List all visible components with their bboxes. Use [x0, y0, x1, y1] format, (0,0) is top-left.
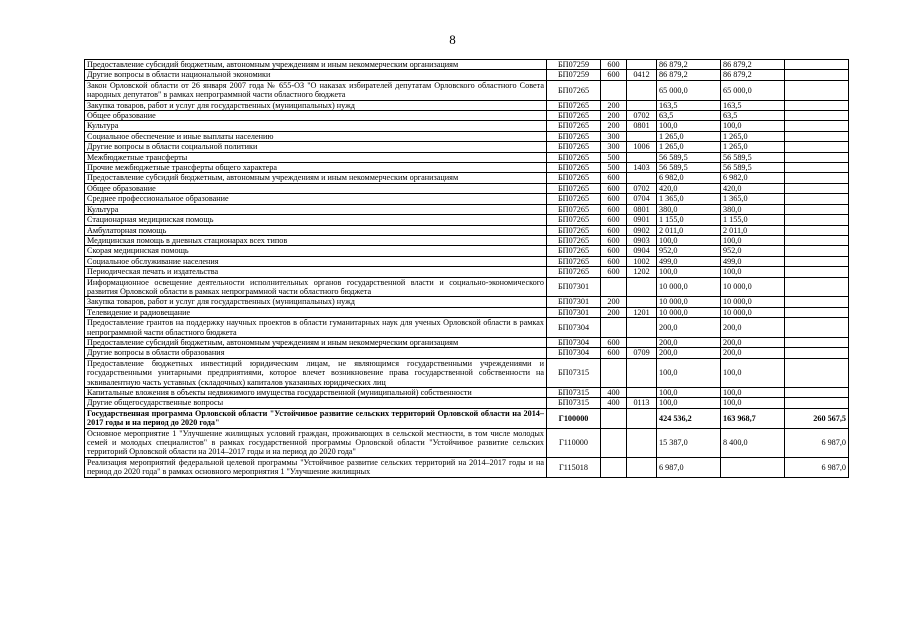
row-expense-type-cell: 500 — [601, 163, 627, 173]
row-name-cell: Реализация мероприятий федеральной целевой программы "Устойчивое развитие сельских территорий на 2014–2017 годы и на период до 2020 года" в рамках основного мероприятия 1 "Улучшение жилищных — [85, 457, 547, 477]
row-regional-cell: 10 000,0 — [721, 307, 785, 317]
row-name-cell: Другие вопросы в области национальной экономики — [85, 70, 547, 80]
row-total-cell: 200,0 — [657, 318, 721, 338]
row-section-cell: 0902 — [627, 225, 657, 235]
row-regional-cell: 1 155,0 — [721, 215, 785, 225]
row-expense-type-cell — [601, 358, 627, 387]
row-name-cell: Основное мероприятие 1 "Улучшение жилищных условий граждан, проживающих в сельской местности, в том числе молодых семей и молодых специалистов" в рамках государственной программы Орловской области "Устойчивое развитие сельских территорий Орловской области на 2014–2017 годы и на период до 2020 года" — [85, 428, 547, 457]
row-code-cell: БП07265 — [547, 246, 601, 256]
row-section-cell: 1002 — [627, 256, 657, 266]
row-total-cell: 200,0 — [657, 337, 721, 347]
row-code-cell: БП07304 — [547, 348, 601, 358]
row-section-cell — [627, 388, 657, 398]
row-code-cell: БП07315 — [547, 388, 601, 398]
row-code-cell: БП07265 — [547, 225, 601, 235]
row-expense-type-cell: 200 — [601, 121, 627, 131]
row-expense-type-cell: 600 — [601, 60, 627, 70]
row-code-cell: БП07259 — [547, 60, 601, 70]
row-total-cell: 163,5 — [657, 100, 721, 110]
row-regional-cell: 65 000,0 — [721, 80, 785, 100]
row-section-cell: 1403 — [627, 163, 657, 173]
row-federal-cell: 6 987,0 — [785, 457, 849, 477]
row-section-cell — [627, 131, 657, 141]
row-name-cell: Стационарная медицинская помощь — [85, 215, 547, 225]
row-name-cell: Другие вопросы в области социальной политики — [85, 142, 547, 152]
row-section-cell — [627, 152, 657, 162]
row-name-cell: Среднее профессиональное образование — [85, 194, 547, 204]
row-regional-cell: 163,5 — [721, 100, 785, 110]
row-total-cell: 86 879,2 — [657, 60, 721, 70]
row-name-cell: Предоставление субсидий бюджетным, автономным учреждениям и иным некоммерческим организациям — [85, 60, 547, 70]
row-total-cell: 200,0 — [657, 348, 721, 358]
table-row — [85, 100, 849, 110]
row-regional-cell: 200,0 — [721, 348, 785, 358]
row-expense-type-cell: 600 — [601, 235, 627, 245]
row-name-cell: Прочие межбюджетные трансферты общего характера — [85, 163, 547, 173]
row-name-cell: Общее образование — [85, 111, 547, 121]
row-federal-cell — [785, 204, 849, 214]
row-federal-cell — [785, 297, 849, 307]
row-section-cell — [627, 100, 657, 110]
row-code-cell: БП07304 — [547, 337, 601, 347]
row-code-cell: Г110000 — [547, 428, 601, 457]
row-federal-cell — [785, 225, 849, 235]
row-name-cell: Закон Орловской области от 26 января 2007 года № 655-ОЗ "О наказах избирателей депутатам Орловского областного Совета народных депутатов" в рамках непрограммной части областного бюджета — [85, 80, 547, 100]
row-code-cell: БП07265 — [547, 80, 601, 100]
row-federal-cell — [785, 337, 849, 347]
row-total-cell: 100,0 — [657, 121, 721, 131]
table-row — [85, 246, 849, 256]
row-federal-cell — [785, 70, 849, 80]
row-regional-cell: 163 968,7 — [721, 408, 785, 428]
table-row — [85, 398, 849, 408]
table-row — [85, 337, 849, 347]
row-section-cell: 0702 — [627, 111, 657, 121]
table-row — [85, 204, 849, 214]
table-row — [85, 358, 849, 387]
row-section-cell: 0702 — [627, 183, 657, 193]
row-federal-cell — [785, 307, 849, 317]
row-regional-cell: 1 365,0 — [721, 194, 785, 204]
row-federal-cell — [785, 80, 849, 100]
row-expense-type-cell: 600 — [601, 246, 627, 256]
row-section-cell — [627, 173, 657, 183]
table-row — [85, 297, 849, 307]
row-federal-cell — [785, 235, 849, 245]
row-total-cell: 6 987,0 — [657, 457, 721, 477]
table-row — [85, 70, 849, 80]
row-name-cell: Культура — [85, 204, 547, 214]
row-total-cell: 100,0 — [657, 388, 721, 398]
row-section-cell: 1006 — [627, 142, 657, 152]
table-row — [85, 60, 849, 70]
row-expense-type-cell: 600 — [601, 337, 627, 347]
row-regional-cell: 1 265,0 — [721, 142, 785, 152]
row-name-cell: Амбулаторная помощь — [85, 225, 547, 235]
row-federal-cell: 6 987,0 — [785, 428, 849, 457]
row-regional-cell: 10 000,0 — [721, 277, 785, 297]
row-section-cell — [627, 457, 657, 477]
row-expense-type-cell: 400 — [601, 398, 627, 408]
row-code-cell: БП07265 — [547, 183, 601, 193]
table-row — [85, 111, 849, 121]
row-federal-cell — [785, 163, 849, 173]
page-number: 8 — [449, 32, 456, 47]
row-section-cell — [627, 60, 657, 70]
row-regional-cell: 8 400,0 — [721, 428, 785, 457]
table-row — [85, 408, 849, 428]
row-federal-cell — [785, 100, 849, 110]
row-section-cell: 0412 — [627, 70, 657, 80]
row-section-cell: 0704 — [627, 194, 657, 204]
row-name-cell: Закупка товаров, работ и услуг для государственных (муниципальных) нужд — [85, 297, 547, 307]
row-name-cell: Капитальные вложения в объекты недвижимого имущества государственной (муниципальной) собственности — [85, 388, 547, 398]
row-total-cell: 15 387,0 — [657, 428, 721, 457]
row-code-cell: БП07265 — [547, 111, 601, 121]
row-expense-type-cell — [601, 80, 627, 100]
row-total-cell: 63,5 — [657, 111, 721, 121]
table-row — [85, 80, 849, 100]
row-section-cell — [627, 80, 657, 100]
row-regional-cell: 380,0 — [721, 204, 785, 214]
row-regional-cell — [721, 457, 785, 477]
table-row — [85, 152, 849, 162]
row-name-cell: Телевидение и радиовещание — [85, 307, 547, 317]
row-section-cell — [627, 337, 657, 347]
row-code-cell: БП07265 — [547, 256, 601, 266]
table-row — [85, 348, 849, 358]
row-name-cell: Предоставление субсидий бюджетным, автономным учреждениям и иным некоммерческим организациям — [85, 337, 547, 347]
row-expense-type-cell: 600 — [601, 183, 627, 193]
table-row — [85, 163, 849, 173]
table-row — [85, 256, 849, 266]
row-federal-cell — [785, 277, 849, 297]
table-row — [85, 235, 849, 245]
row-expense-type-cell: 600 — [601, 348, 627, 358]
row-code-cell: БП07265 — [547, 152, 601, 162]
row-expense-type-cell: 200 — [601, 297, 627, 307]
row-regional-cell: 499,0 — [721, 256, 785, 266]
row-name-cell: Периодическая печать и издательства — [85, 267, 547, 277]
row-regional-cell: 86 879,2 — [721, 70, 785, 80]
row-federal-cell — [785, 215, 849, 225]
table-row — [85, 215, 849, 225]
row-regional-cell: 1 265,0 — [721, 131, 785, 141]
row-federal-cell: 260 567,5 — [785, 408, 849, 428]
row-federal-cell — [785, 60, 849, 70]
row-section-cell: 0903 — [627, 235, 657, 245]
row-expense-type-cell — [601, 318, 627, 338]
row-expense-type-cell: 600 — [601, 225, 627, 235]
row-section-cell: 0801 — [627, 121, 657, 131]
row-total-cell: 1 265,0 — [657, 142, 721, 152]
row-section-cell — [627, 318, 657, 338]
row-federal-cell — [785, 111, 849, 121]
row-name-cell: Предоставление бюджетных инвестиций юридическим лицам, не являющимся государственными учреждениями и государственными унитарными предприятиями, которое влечет возникновение права государственной собственности на эквивалентную часть уставных (складочных) капиталов указанных юридических лиц — [85, 358, 547, 387]
table-row — [85, 121, 849, 131]
row-code-cell: БП07265 — [547, 267, 601, 277]
row-total-cell: 1 365,0 — [657, 194, 721, 204]
row-name-cell: Культура — [85, 121, 547, 131]
row-name-cell: Информационное освещение деятельности исполнительных органов государственной власти и социально-экономического развития Орловской области в рамках непрограммной части областного бюджета — [85, 277, 547, 297]
row-total-cell: 10 000,0 — [657, 277, 721, 297]
row-code-cell: БП07265 — [547, 131, 601, 141]
row-code-cell: БП07265 — [547, 215, 601, 225]
row-total-cell: 424 536,2 — [657, 408, 721, 428]
row-total-cell: 2 011,0 — [657, 225, 721, 235]
row-section-cell: 0801 — [627, 204, 657, 214]
row-regional-cell: 100,0 — [721, 388, 785, 398]
row-total-cell: 952,0 — [657, 246, 721, 256]
row-code-cell: БП07304 — [547, 318, 601, 338]
row-federal-cell — [785, 183, 849, 193]
row-code-cell: БП07265 — [547, 142, 601, 152]
table-row — [85, 457, 849, 477]
row-expense-type-cell: 600 — [601, 215, 627, 225]
row-section-cell — [627, 297, 657, 307]
row-expense-type-cell — [601, 428, 627, 457]
row-expense-type-cell — [601, 457, 627, 477]
row-section-cell — [627, 408, 657, 428]
row-code-cell: БП07265 — [547, 194, 601, 204]
row-code-cell: БП07259 — [547, 70, 601, 80]
row-regional-cell: 952,0 — [721, 246, 785, 256]
row-name-cell: Медицинская помощь в дневных стационарах всех типов — [85, 235, 547, 245]
row-expense-type-cell: 600 — [601, 256, 627, 266]
row-federal-cell — [785, 348, 849, 358]
row-code-cell: БП07265 — [547, 163, 601, 173]
row-name-cell: Социальное обеспечение и иные выплаты населению — [85, 131, 547, 141]
table-row — [85, 173, 849, 183]
row-federal-cell — [785, 142, 849, 152]
row-expense-type-cell: 300 — [601, 142, 627, 152]
row-regional-cell: 200,0 — [721, 337, 785, 347]
row-total-cell: 65 000,0 — [657, 80, 721, 100]
row-section-cell: 0904 — [627, 246, 657, 256]
row-code-cell: БП07265 — [547, 173, 601, 183]
row-federal-cell — [785, 256, 849, 266]
row-total-cell: 10 000,0 — [657, 297, 721, 307]
row-regional-cell: 56 589,5 — [721, 152, 785, 162]
row-expense-type-cell — [601, 277, 627, 297]
row-code-cell: БП07265 — [547, 235, 601, 245]
row-total-cell: 100,0 — [657, 398, 721, 408]
row-code-cell: БП07315 — [547, 358, 601, 387]
row-name-cell: Межбюджетные трансферты — [85, 152, 547, 162]
row-total-cell: 100,0 — [657, 267, 721, 277]
table-row — [85, 318, 849, 338]
row-code-cell: БП07265 — [547, 100, 601, 110]
row-federal-cell — [785, 246, 849, 256]
row-expense-type-cell: 400 — [601, 388, 627, 398]
row-code-cell: БП07265 — [547, 204, 601, 214]
row-regional-cell: 63,5 — [721, 111, 785, 121]
row-name-cell: Общее образование — [85, 183, 547, 193]
row-total-cell: 56 589,5 — [657, 152, 721, 162]
table-row — [85, 225, 849, 235]
row-federal-cell — [785, 388, 849, 398]
row-expense-type-cell: 600 — [601, 267, 627, 277]
row-regional-cell: 100,0 — [721, 235, 785, 245]
row-section-cell: 1201 — [627, 307, 657, 317]
row-federal-cell — [785, 131, 849, 141]
row-total-cell: 10 000,0 — [657, 307, 721, 317]
row-code-cell: БП07301 — [547, 307, 601, 317]
row-regional-cell: 200,0 — [721, 318, 785, 338]
row-section-cell: 0113 — [627, 398, 657, 408]
row-total-cell: 420,0 — [657, 183, 721, 193]
row-federal-cell — [785, 318, 849, 338]
row-name-cell: Закупка товаров, работ и услуг для государственных (муниципальных) нужд — [85, 100, 547, 110]
row-name-cell: Другие общегосударственные вопросы — [85, 398, 547, 408]
budget-table-body — [85, 60, 849, 478]
row-code-cell: БП07315 — [547, 398, 601, 408]
table-row — [85, 307, 849, 317]
row-regional-cell: 100,0 — [721, 398, 785, 408]
row-code-cell: БП07301 — [547, 277, 601, 297]
row-total-cell: 380,0 — [657, 204, 721, 214]
table-row — [85, 388, 849, 398]
table-row — [85, 131, 849, 141]
row-federal-cell — [785, 267, 849, 277]
row-regional-cell: 2 011,0 — [721, 225, 785, 235]
row-expense-type-cell: 200 — [601, 100, 627, 110]
row-section-cell: 1202 — [627, 267, 657, 277]
row-total-cell: 100,0 — [657, 358, 721, 387]
row-code-cell: БП07301 — [547, 297, 601, 307]
row-regional-cell: 6 982,0 — [721, 173, 785, 183]
row-section-cell: 0709 — [627, 348, 657, 358]
row-expense-type-cell: 600 — [601, 70, 627, 80]
row-section-cell — [627, 277, 657, 297]
row-regional-cell: 100,0 — [721, 267, 785, 277]
row-expense-type-cell: 200 — [601, 111, 627, 121]
row-total-cell: 1 155,0 — [657, 215, 721, 225]
row-name-cell: Другие вопросы в области образования — [85, 348, 547, 358]
row-name-cell: Социальное обслуживание населения — [85, 256, 547, 266]
row-section-cell — [627, 428, 657, 457]
row-federal-cell — [785, 121, 849, 131]
table-row — [85, 194, 849, 204]
row-code-cell: Г100000 — [547, 408, 601, 428]
row-regional-cell: 56 589,5 — [721, 163, 785, 173]
row-name-cell: Предоставление грантов на поддержку научных проектов в области гуманитарных наук для ученых Орловской области в рамках непрограммной части областного бюджета — [85, 318, 547, 338]
row-name-cell: Предоставление субсидий бюджетным, автономным учреждениям и иным некоммерческим организациям — [85, 173, 547, 183]
table-row — [85, 277, 849, 297]
row-name-cell: Государственная программа Орловской области "Устойчивое развитие сельских территорий Орловской области на 2014–2017 годы и на период до 2020 года" — [85, 408, 547, 428]
row-federal-cell — [785, 398, 849, 408]
row-section-cell — [627, 358, 657, 387]
row-expense-type-cell: 600 — [601, 204, 627, 214]
row-expense-type-cell: 600 — [601, 173, 627, 183]
row-total-cell: 100,0 — [657, 235, 721, 245]
row-federal-cell — [785, 152, 849, 162]
row-federal-cell — [785, 173, 849, 183]
row-total-cell: 56 589,5 — [657, 163, 721, 173]
row-expense-type-cell: 200 — [601, 307, 627, 317]
budget-table — [84, 59, 849, 478]
row-federal-cell — [785, 358, 849, 387]
row-regional-cell: 86 879,2 — [721, 60, 785, 70]
row-name-cell: Скорая медицинская помощь — [85, 246, 547, 256]
table-row — [85, 267, 849, 277]
table-row — [85, 142, 849, 152]
table-row — [85, 183, 849, 193]
row-total-cell: 499,0 — [657, 256, 721, 266]
row-federal-cell — [785, 194, 849, 204]
row-total-cell: 6 982,0 — [657, 173, 721, 183]
row-total-cell: 1 265,0 — [657, 131, 721, 141]
table-row — [85, 428, 849, 457]
row-regional-cell: 420,0 — [721, 183, 785, 193]
row-total-cell: 86 879,2 — [657, 70, 721, 80]
row-expense-type-cell — [601, 408, 627, 428]
row-expense-type-cell: 500 — [601, 152, 627, 162]
row-code-cell: БП07265 — [547, 121, 601, 131]
row-section-cell: 0901 — [627, 215, 657, 225]
row-regional-cell: 10 000,0 — [721, 297, 785, 307]
row-regional-cell: 100,0 — [721, 121, 785, 131]
row-code-cell: Г115018 — [547, 457, 601, 477]
row-expense-type-cell: 300 — [601, 131, 627, 141]
row-regional-cell: 100,0 — [721, 358, 785, 387]
row-expense-type-cell: 600 — [601, 194, 627, 204]
